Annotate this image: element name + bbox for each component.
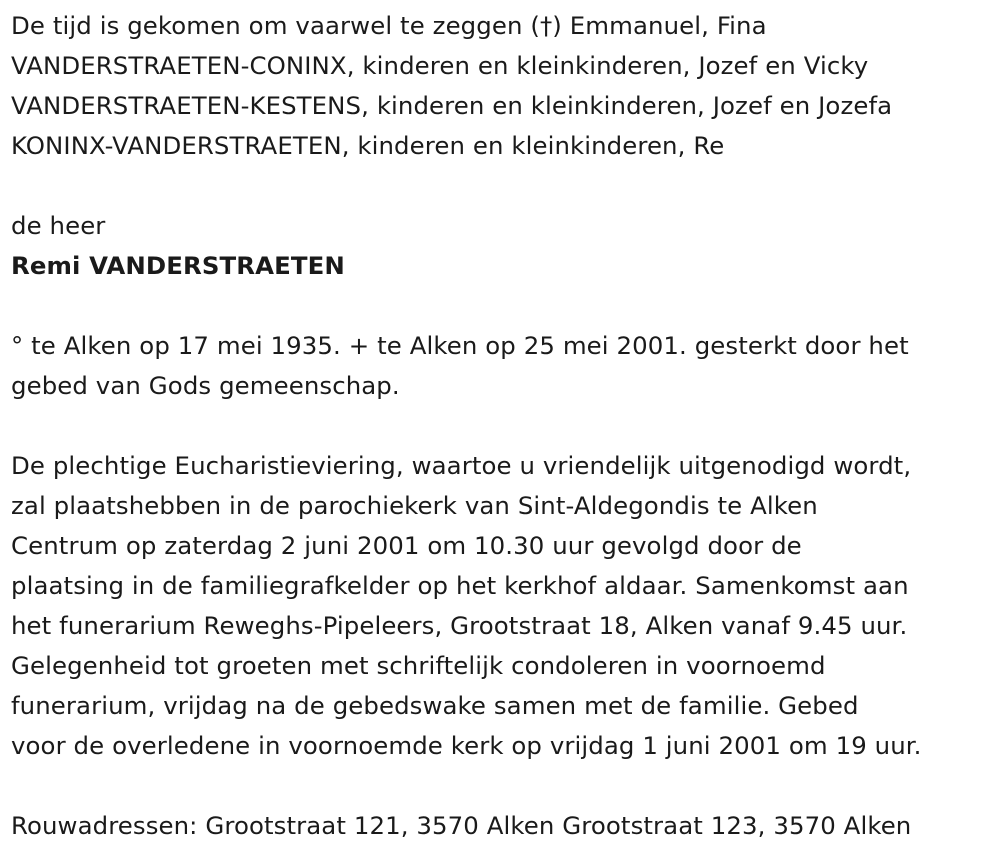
obituary-notice	[11, 6, 991, 846]
ceremony-paragraph: De plechtige Eucharistieviering, waartoe u vriendelijk uitgenodigd wordt, zal plaatshebben in de parochiekerk van Sint-Aldegondis te Alken Centrum op zaterdag 2 juni 2001 om 10.30 uur gevolgd door de plaatsing in de familiegrafkelder op het kerkhof aldaar. Samenkomst aan het funerarium Reweghs-Pipeleers, Grootstraat 18, Alken vanaf 9.45 uur. Gelegenheid tot groeten met schriftelijk condoleren in voornoemd funerarium, vrijdag na de gebedswake samen met de familie. Gebed voor de overledene in voornoemde kerk op vrijdag 1 juni 2001 om 19 uur.	[11, 451, 922, 760]
salutation: de heer	[11, 211, 106, 240]
birth-death-paragraph: ° te Alken op 17 mei 1935. + te Alken op 25 mei 2001. gesterkt door het gebed van Gods gemeenschap.	[11, 331, 909, 400]
intro-paragraph: De tijd is gekomen om vaarwel te zeggen (†) Emmanuel, Fina VANDERSTRAETEN-CONINX, kinderen en kleinkinderen, Jozef en Vicky VANDERSTRAETEN-KESTENS, kinderen en kleinkinderen, Jozef en Jozefa KONINX-VANDERSTRAETEN, kinderen en kleinkinderen, Re	[11, 11, 893, 160]
addresses-line: Rouwadressen: Grootstraat 121, 3570 Alken Grootstraat 123, 3570 Alken	[11, 811, 912, 840]
deceased-name: Remi VANDERSTRAETEN	[11, 251, 345, 280]
